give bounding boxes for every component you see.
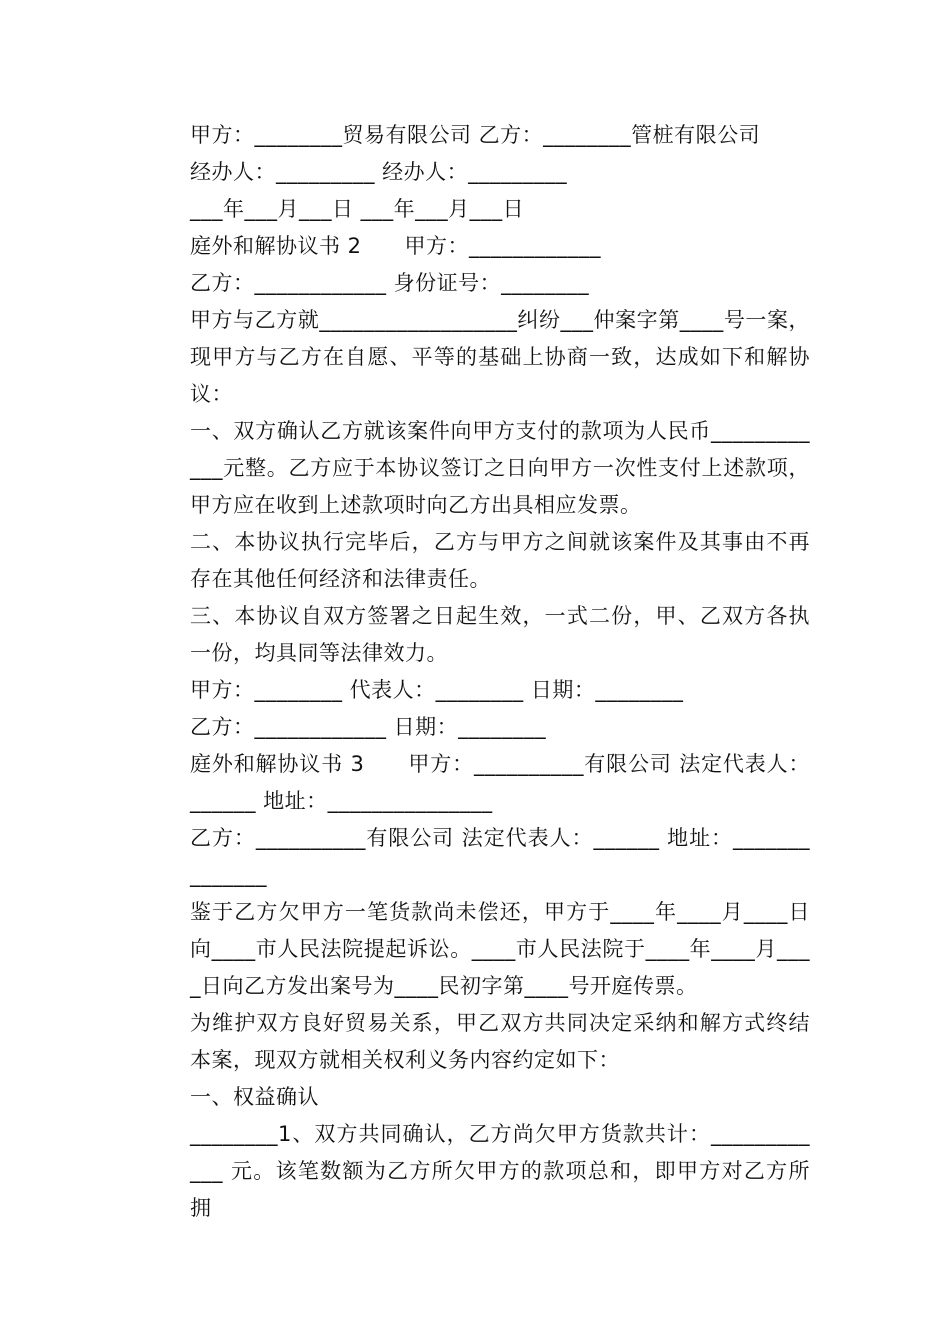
agreement-3-heading: 庭外和解协议书 3 甲方：__________有限公司 法定代表人：______ 地址：_______________ xyxy=(190,752,810,813)
party-line-a: 甲方：________贸易有限公司 乙方：________管桩有限公司 xyxy=(190,123,761,147)
agent-line: 经办人：_________ 经办人：_________ xyxy=(190,160,568,184)
background-paragraph: 鉴于乙方欠甲方一笔货款尚未偿还，甲方于____年____月____日向____市人民法院提起诉讼。____市人民法院于____年____月____日向乙方发出案号为____民初字第____号开庭传票。 xyxy=(190,900,810,998)
party-b-id-line: 乙方：____________ 身份证号：________ xyxy=(190,271,590,295)
agreement-3-party-b: 乙方：__________有限公司 法定代表人：______ 地址：______________ xyxy=(190,826,810,887)
purpose-paragraph: 为维护双方良好贸易关系，甲乙双方共同决定采纳和解方式终结本案，现双方就相关权利义务内容约定如下： xyxy=(190,1011,810,1072)
agreement-intro-paragraph: 甲方与乙方就__________________纠纷___仲案字第____号一案，现甲方与乙方在自愿、平等的基础上协商一致，达成如下和解协议： xyxy=(190,308,810,406)
clause-two: 二、本协议执行完毕后，乙方与甲方之间就该案件及其事由不再存在其他任何经济和法律责任。 xyxy=(190,530,810,591)
signature-line-a: 甲方：________ 代表人：________ 日期：________ xyxy=(190,678,684,702)
section-rights-heading: 一、权益确认 xyxy=(190,1085,319,1109)
clause-debt-confirmation: ________1、双方共同确认，乙方尚欠甲方货款共计：____________ 元。该笔数额为乙方所欠甲方的款项总和，即甲方对乙方所拥 xyxy=(190,1122,810,1220)
clause-three: 三、本协议自双方签署之日起生效，一式二份，甲、乙双方各执一份，均具同等法律效力。 xyxy=(190,604,810,665)
agreement-2-heading: 庭外和解协议书 2 甲方：____________ xyxy=(190,234,602,258)
signature-line-b: 乙方：____________ 日期：________ xyxy=(190,715,547,739)
clause-one: 一、双方确认乙方就该案件向甲方支付的款项为人民币____________元整。乙方应于本协议签订之日向甲方一次性支付上述款项，甲方应在收到上述款项时向乙方出具相应发票。 xyxy=(190,419,810,517)
document-body xyxy=(145,117,810,1227)
date-line: ___年___月___日 ___年___月___日 xyxy=(190,197,525,221)
